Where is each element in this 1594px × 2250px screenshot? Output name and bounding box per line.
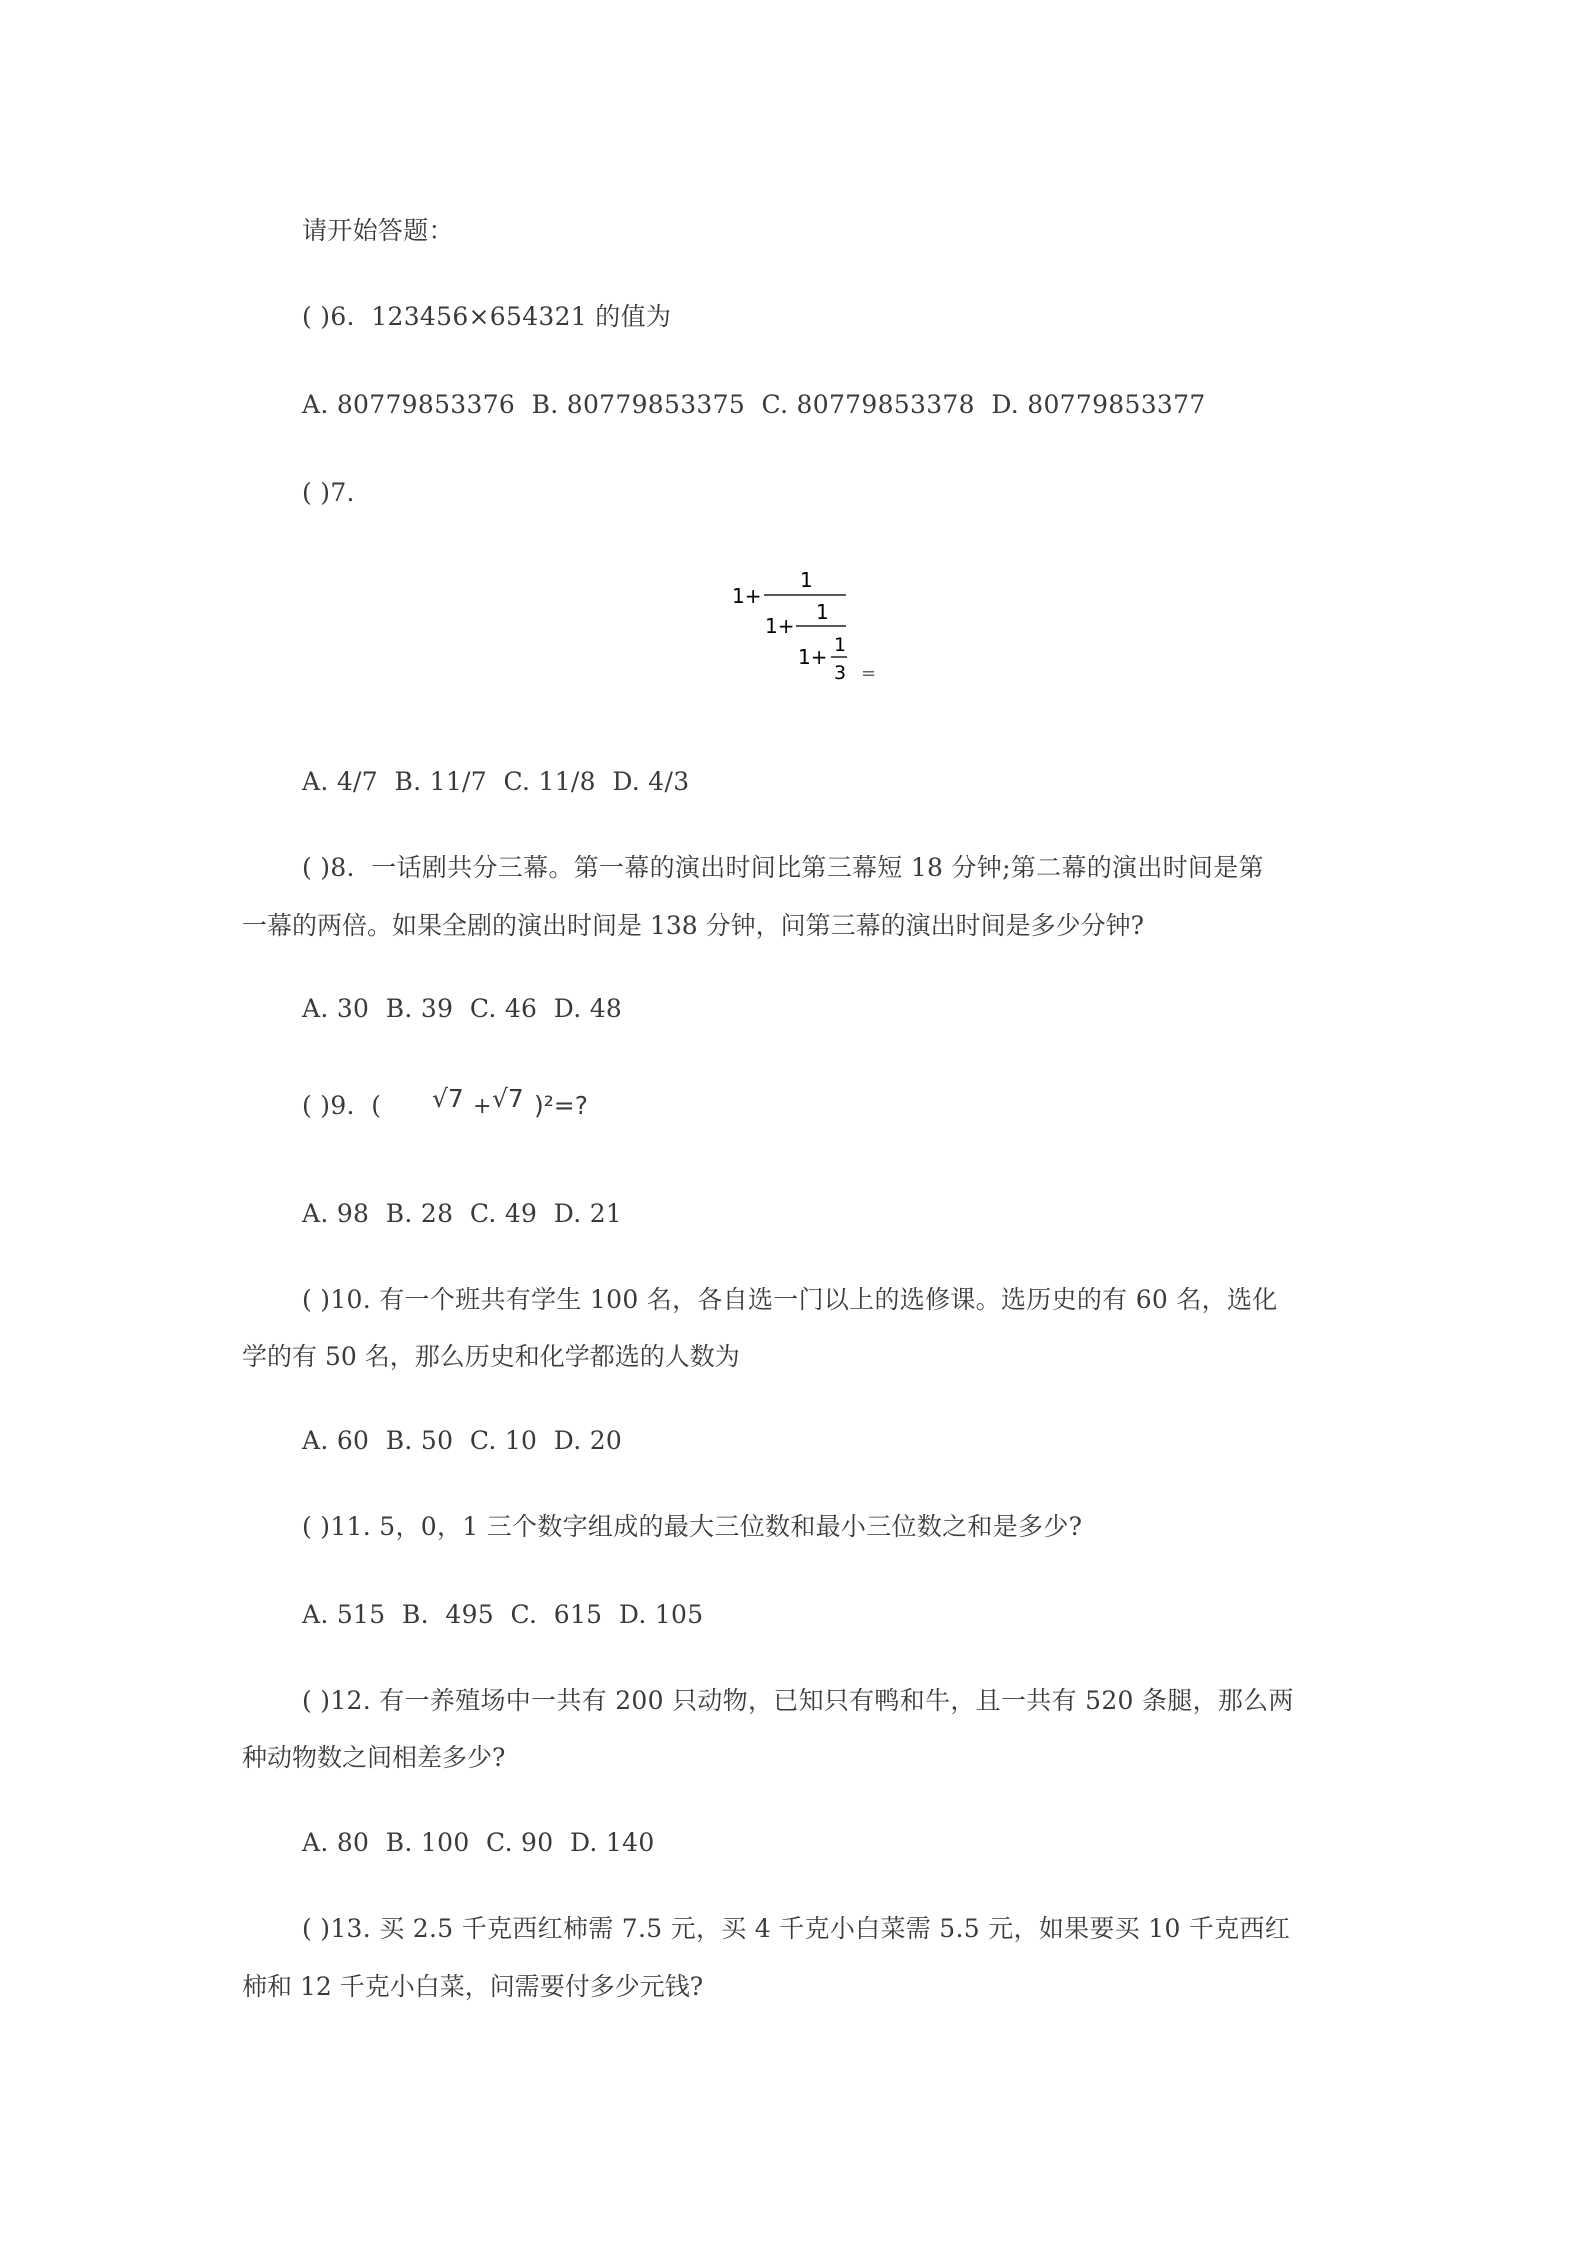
question-13-line2: 柿和 12 千克小白菜，问需要付多少元钱?: [242, 1972, 704, 2001]
fraction-lead: 1+: [732, 584, 762, 608]
continued-fraction-figure: [730, 565, 890, 685]
question-12-line1: ( )12. 有一养殖场中一共有 200 只动物，已知只有鸭和牛，且一共有 520 条腿，那么两: [302, 1686, 1294, 1715]
question-7-stem: ( )7.: [302, 478, 355, 507]
sqrt-seven-1: √7: [432, 1084, 464, 1113]
question-12-options: A. 80 B. 100 C. 90 D. 140: [302, 1828, 655, 1857]
fraction-three: 3: [834, 662, 847, 684]
fraction-top-one: 1: [800, 568, 813, 592]
intro-text: 请开始答题：: [302, 216, 454, 245]
plus-sign: +: [473, 1094, 492, 1119]
question-11-stem: ( )11. 5，0，1 三个数字组成的最大三位数和最小三位数之和是多少?: [302, 1512, 1083, 1541]
fraction-equals: =: [861, 663, 877, 684]
question-9-options: A. 98 B. 28 C. 49 D. 21: [302, 1199, 623, 1228]
question-10-line1: ( )10. 有一个班共有学生 100 名，各自选一门以上的选修课。选历史的有 60 名，选化: [302, 1285, 1278, 1314]
question-9-suffix: )²=?: [534, 1091, 588, 1120]
question-12-line2: 种动物数之间相差多少?: [242, 1743, 506, 1772]
fraction-inner2: 1+: [798, 645, 828, 669]
continued-fraction-svg: [730, 565, 890, 685]
fraction-mid-one: 1: [816, 600, 829, 624]
question-11-options: A. 515 B. 495 C. 615 D. 105: [302, 1600, 704, 1629]
question-8-line2: 一幕的两倍。如果全剧的演出时间是 138 分钟，问第三幕的演出时间是多少分钟?: [242, 911, 1145, 940]
question-13-line1: ( )13. 买 2.5 千克西红柿需 7.5 元，买 4 千克小白菜需 5.5 元，如果要买 10 千克西红: [302, 1914, 1291, 1943]
fraction-inner: 1+: [765, 614, 795, 638]
question-6-options: A. 80779853376 B. 80779853375 C. 80779853378 D. 80779853377: [302, 390, 1206, 419]
question-10-line2: 学的有 50 名，那么历史和化学都选的人数为: [242, 1342, 740, 1371]
question-6-stem: ( )6. 123456×654321 的值为: [302, 302, 672, 331]
fraction-small-one: 1: [834, 634, 847, 656]
question-7-options: A. 4/7 B. 11/7 C. 11/8 D. 4/3: [302, 767, 690, 796]
sqrt-seven-2: √7: [492, 1084, 524, 1113]
question-9-prefix: ( )9. (: [302, 1091, 382, 1120]
question-10-options: A. 60 B. 50 C. 10 D. 20: [302, 1426, 623, 1455]
question-8-options: A. 30 B. 39 C. 46 D. 48: [302, 994, 623, 1023]
question-8-line1: ( )8. 一话剧共分三幕。第一幕的演出时间比第三幕短 18 分钟;第二幕的演出时间是第: [302, 853, 1264, 882]
